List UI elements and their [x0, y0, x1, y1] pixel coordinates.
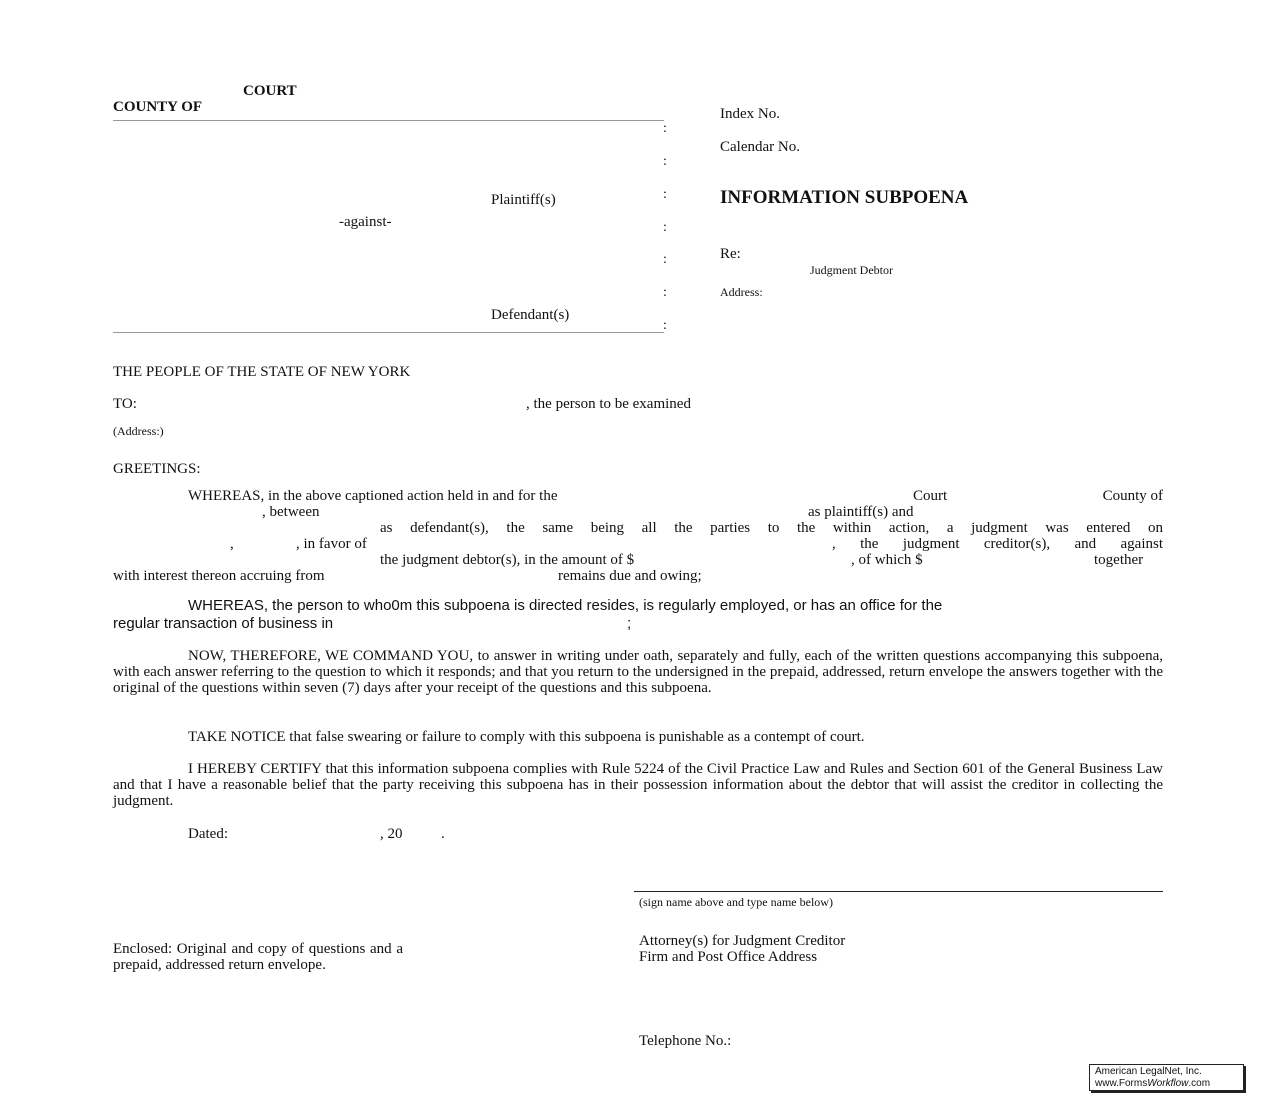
caption-colon: : — [663, 187, 667, 202]
brand-stamp — [1089, 1064, 1244, 1091]
brand-url-part: www.Forms — [1095, 1078, 1148, 1089]
against-label: -against- — [339, 214, 392, 230]
whereas-remains: remains due and owing; — [558, 568, 702, 584]
certify-paragraph: I HEREBY CERTIFY that this information subpoena complies with Rule 5224 of the Civil Practice Law and Rules and Section 601 of the General Business Law and that I have a reasonable belief that the party receiving this subpoena has in their possession information about the debtor that will assist the creditor in collecting the judgment. — [113, 761, 1163, 809]
judgment-debtor-label: Judgment Debtor — [810, 263, 893, 277]
whereas-county: County of — [1102, 488, 1163, 504]
whereas2-semicolon: ; — [627, 615, 632, 632]
greetings: GREETINGS: — [113, 461, 201, 477]
brand-url-suffix: .com — [1188, 1078, 1211, 1089]
brand-line-1: American LegalNet, Inc. — [1095, 1066, 1202, 1077]
calendar-no-label: Calendar No. — [720, 139, 800, 155]
caption-colon: : — [663, 220, 667, 235]
defendant-label: Defendant(s) — [491, 307, 570, 323]
telephone-label: Telephone No.: — [639, 1033, 732, 1049]
whereas2-line-1: WHEREAS, the person to who0m this subpoena is directed resides, is regularly employed, or has an office for the — [188, 597, 943, 614]
caption-bottom-rule — [113, 332, 664, 333]
brand-line-2 — [1095, 1078, 1243, 1090]
enclosed-note: Enclosed: Original and copy of questions and a prepaid, addressed return envelope. — [113, 941, 403, 973]
people-heading: THE PEOPLE OF THE STATE OF NEW YORK — [113, 364, 411, 380]
person-examined-label: , the person to be examined — [526, 396, 691, 412]
whereas-text: WHEREAS, in the above captioned action held in and for the — [188, 488, 558, 504]
to-address-label: (Address:) — [113, 424, 164, 438]
plaintiff-label: Plaintiff(s) — [491, 192, 556, 208]
whereas-plaintiff: as plaintiff(s) and — [808, 504, 914, 520]
caption-colon: : — [663, 318, 667, 333]
whereas-interest: with interest thereon accruing from — [113, 568, 325, 584]
signature-line — [634, 891, 1163, 892]
whereas-court: Court — [912, 488, 948, 504]
caption-colon: : — [663, 121, 667, 136]
whereas-defendant-line: as defendant(s), the same being all the parties to the within action, a judgment was entered on — [380, 520, 1163, 536]
command-paragraph: NOW, THEREFORE, WE COMMAND YOU, to answer in writing under oath, separately and fully, each of the written questions accompanying this subpoena, with each answer referring to the question to which it responds; and that you return to the undersigned in the prepaid, addressed, return envelope the answers together with the original of the questions within seven (7) days after your receipt of the questions and this subpoena. — [113, 648, 1163, 696]
whereas-line-1 — [188, 488, 1163, 504]
caption-colon: : — [663, 252, 667, 267]
caption-top-rule — [113, 120, 664, 121]
court-label: COURT — [243, 83, 297, 99]
caption-colon: : — [663, 154, 667, 169]
county-label: COUNTY OF — [113, 99, 203, 115]
caption-colon: : — [663, 285, 667, 300]
notice-paragraph: TAKE NOTICE that false swearing or failure to comply with this subpoena is punishable as a contempt of court. — [188, 729, 865, 745]
dated-year: , 20 — [380, 826, 403, 842]
dated-period: . — [441, 826, 445, 842]
debtor-address-label: Address: — [720, 285, 763, 299]
whereas-of-which: , of which $ — [851, 552, 923, 568]
signature-note: (sign name above and type name below) — [639, 895, 833, 909]
firm-address-label: Firm and Post Office Address — [639, 949, 818, 965]
dated-label: Dated: — [188, 826, 228, 842]
whereas-in-favor: , in favor of — [296, 536, 367, 552]
attorney-label: Attorney(s) for Judgment Creditor — [639, 933, 846, 949]
whereas-comma: , — [230, 536, 234, 552]
whereas-amount: the judgment debtor(s), in the amount of $ — [380, 552, 635, 568]
whereas-together: together — [1094, 552, 1144, 568]
whereas-creditor: , the judgment creditor(s), and against — [832, 536, 1163, 552]
index-no-label: Index No. — [720, 106, 780, 122]
brand-url-italic: Workflow — [1147, 1078, 1189, 1089]
whereas2-line-2: regular transaction of business in — [113, 615, 334, 632]
page-title: INFORMATION SUBPOENA — [720, 187, 969, 208]
to-label: TO: — [113, 396, 137, 412]
whereas-between: , between — [262, 504, 320, 520]
re-label: Re: — [720, 246, 741, 262]
